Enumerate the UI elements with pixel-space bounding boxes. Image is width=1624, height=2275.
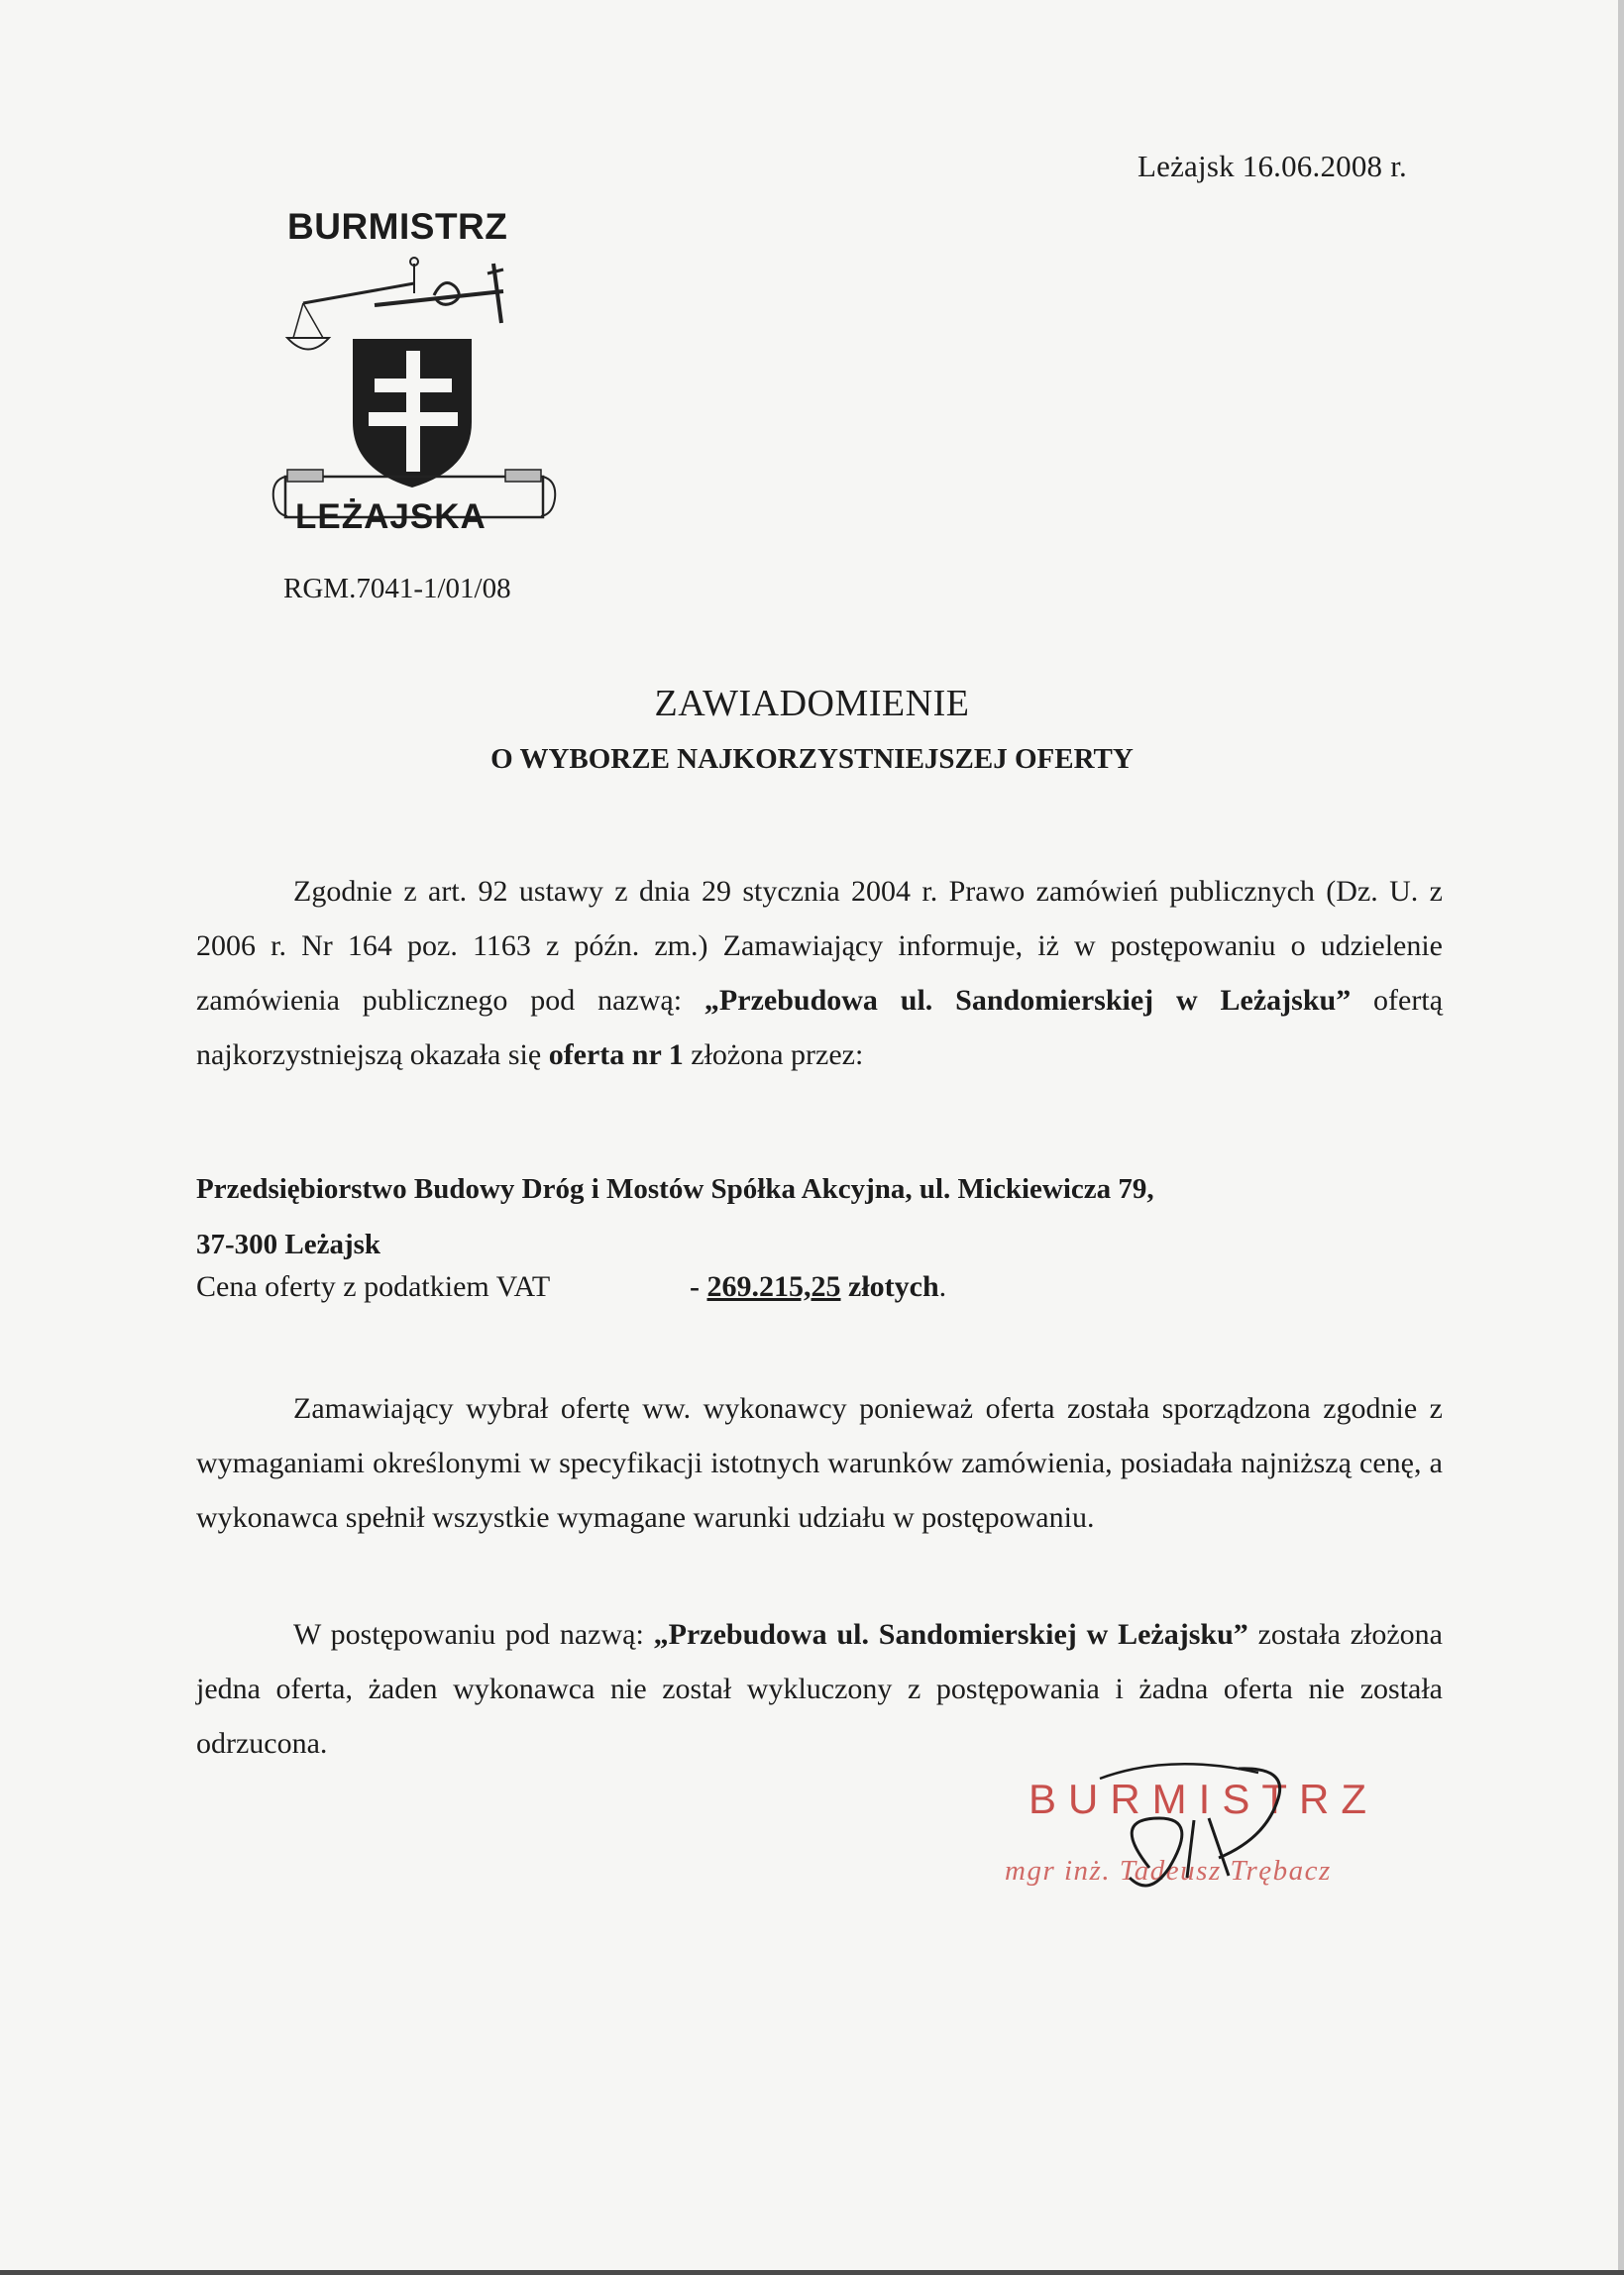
document-subtitle: O WYBORZE NAJKORZYSTNIEJSZEJ OFERTY [490, 743, 1134, 775]
paragraph-justification: Zamawiający wybrał ofertę ww. wykonawcy ponieważ oferta została sporządzona zgodnie z wymaganiami określonymi w specyfikacji istotnych warunków zamówienia, posiadała najniższą cenę, a wykonawca spełnił wszystkie wymagane warunki udziału w postępowaniu. [196, 1392, 1443, 1534]
price-amount: 269.215,25 [706, 1270, 841, 1303]
winning-company [196, 1161, 1154, 1272]
coat-of-arms-logo [266, 244, 563, 541]
paragraph-offers-summary [196, 1607, 1443, 1771]
official-stamp-title: BURMISTRZ [1029, 1776, 1378, 1822]
reference-number: RGM.7041-1/01/08 [283, 573, 511, 604]
paragraph1-offer-number: oferta nr 1 [548, 1038, 684, 1071]
document-date: Leżajsk 16.06.2008 r. [1137, 149, 1407, 183]
official-stamp-name: mgr inż. Tadeusz Trębacz [1005, 1855, 1332, 1887]
scan-edge-bottom [0, 2270, 1624, 2275]
paragraph3-text-b: została złożona jedna oferta, żaden wykonawca nie został wykluczony z postępowania i żadna oferta nie została odrzucona. [196, 1618, 1443, 1760]
price-currency: złotych [840, 1270, 939, 1303]
company-address-line: 37-300 Leżajsk [196, 1229, 381, 1260]
handwritten-signature [1090, 1759, 1308, 1917]
paragraph1-text-b: ofertą najkorzystniejszą okazała się [196, 984, 1444, 1071]
paragraph3-project-name: „Przebudowa ul. Sandomierskiej w Leżajsku” [653, 1618, 1248, 1651]
document-title: ZAWIADOMIENIE [654, 683, 970, 724]
paragraph3-text-a: W postępowaniu pod nazwą: [293, 1618, 654, 1651]
paragraph-legal-basis [196, 864, 1443, 1082]
price-dash: - [690, 1270, 707, 1303]
price-value [690, 1270, 939, 1303]
logo-top-text: BURMISTRZ [287, 206, 508, 247]
logo-bottom-text: LEŻAJSKA [295, 497, 487, 536]
paragraph1-text-c: złożona przez: [683, 1038, 864, 1071]
paragraph1-project-name: „Przebudowa ul. Sandomierskiej w Leżajsku” [704, 984, 1352, 1017]
price-label: Cena oferty z podatkiem VAT [196, 1270, 551, 1303]
price-end: . [938, 1270, 947, 1303]
company-name-line: Przedsiębiorstwo Budowy Dróg i Mostów Spółka Akcyjna, ul. Mickiewicza 79, [196, 1173, 1154, 1205]
scan-edge-right [1618, 0, 1624, 2275]
paragraph1-text-a: Zgodnie z art. 92 ustawy z dnia 29 stycznia 2004 r. Prawo zamówień publicznych (Dz. U. z 2006 r. Nr 164 poz. 1163 z późn. zm.) Zamawiający informuje, iż w postępowaniu o udzielenie zamówienia publicznego pod nazwą: [196, 875, 1443, 1017]
offer-price-row [196, 1270, 946, 1304]
